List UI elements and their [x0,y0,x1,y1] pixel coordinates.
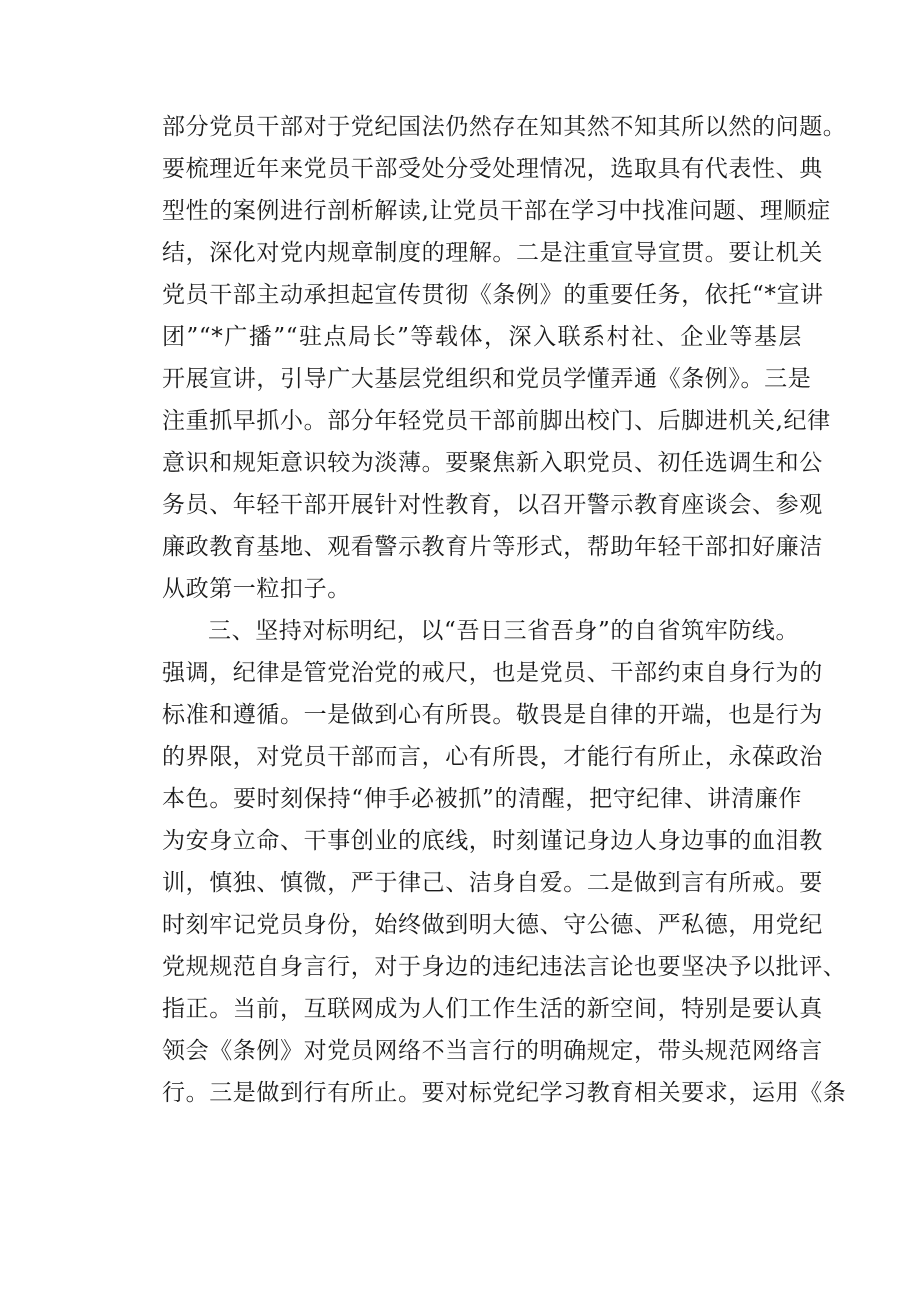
text-line: 意识和规矩意识较为淡薄。要聚焦新入职党员、初任选调生和公 [162,450,823,476]
section-heading-line: 三、坚持对标明纪，以“吾日三省吾身”的自省筑牢防线。 [208,618,800,644]
text-line: 结，深化对党内规章制度的理解。二是注重宣导宣贯。要让机关 [162,240,823,266]
text-line: 训，慎独、慎微，严于律己、洁身自爱。二是做到言有所戒。要 [162,870,823,896]
text-line: 时刻牢记党员身份，始终做到明大德、守公德、严私德，用党纪 [162,912,823,938]
text-line: 部分党员干部对于党纪国法仍然存在知其然不知其所以然的问题。 [162,114,847,140]
text-line: 注重抓早抓小。部分年轻党员干部前脚出校门、后脚进机关,纪律 [162,408,831,434]
text-line: 廉政教育基地、观看警示教育片等形式，帮助年轻干部扣好廉洁 [162,534,823,560]
text-line: 党员干部主动承担起宣传贯彻《条例》的重要任务，依托“*宣讲 [162,282,824,308]
text-line: 领会《条例》对党员网络不当言行的明确规定，带头规范网络言 [162,1038,823,1064]
text-line: 党规规范自身言行，对于身边的违纪违法言论也要坚决予以批评、 [162,954,847,980]
text-line: 开展宣讲，引导广大基层党组织和党员学懂弄通《条例》。三是 [162,366,812,392]
text-line: 型性的案例进行剖析解读,让党员干部在学习中找准问题、理顺症 [162,198,831,224]
text-line: 指正。当前，互联网成为人们工作生活的新空间，特别是要认真 [162,996,823,1022]
body-text [162,106,847,1114]
text-line: 为安身立命、干事创业的底线，时刻谨记身边人身边事的血泪教 [162,828,823,854]
text-line: 从政第一粒扣子。 [162,576,351,602]
text-line: 要梳理近年来党员干部受处分受处理情况，选取具有代表性、典 [162,156,823,182]
text-line: 行。三是做到行有所止。要对标党纪学习教育相关要求，运用《条 [162,1080,847,1106]
text-line: 本色。要时刻保持“伸手必被抓”的清醒，把守纪律、讲清廉作 [162,786,802,812]
text-line: 务员、年轻干部开展针对性教育，以召开警示教育座谈会、参观 [162,492,823,518]
text-line: 标准和遵循。一是做到心有所畏。敬畏是自律的开端，也是行为 [162,702,823,728]
text-line: 强调，纪律是管党治党的戒尺，也是党员、干部约束自身行为的 [162,660,823,686]
text-line: 的界限，对党员干部而言，心有所畏，才能行有所止，永葆政治 [162,744,823,770]
text-line: 团”“*广播”“驻点局长”等载体，深入联系村社、企业等基层 [162,324,802,350]
